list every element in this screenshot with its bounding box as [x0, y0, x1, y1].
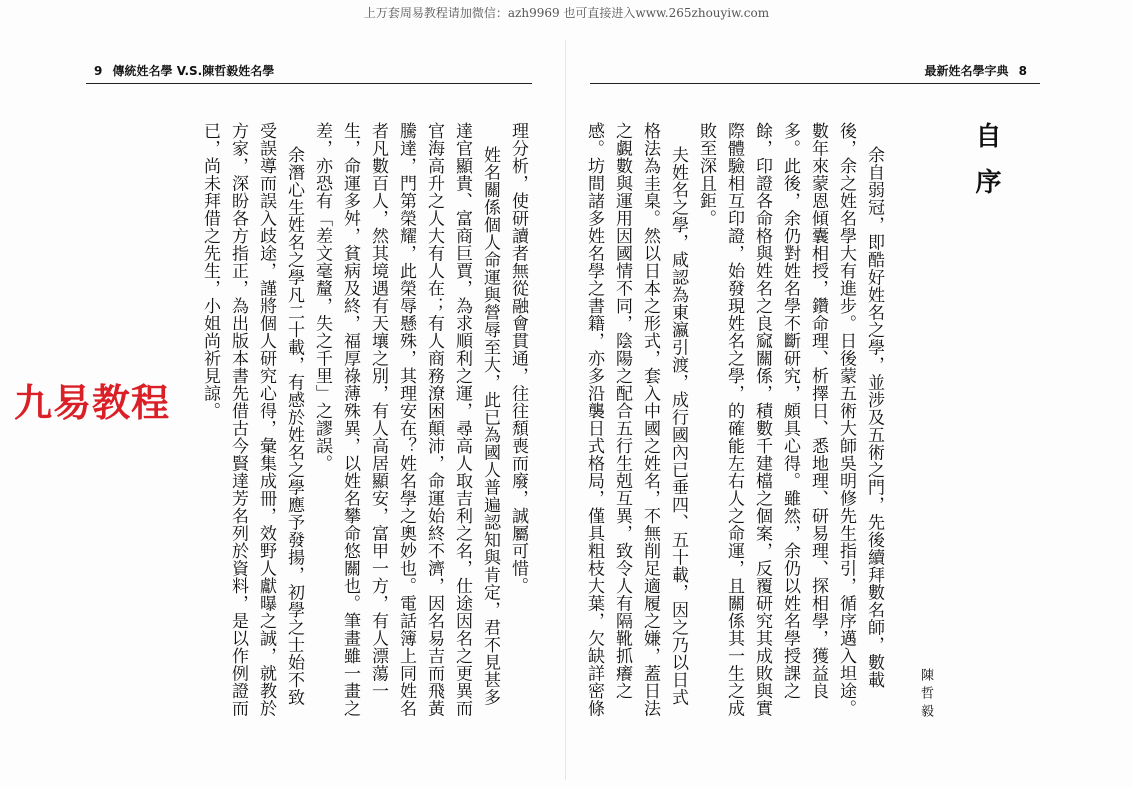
right-col-8: 夫姓名之學，咸認為東瀛引渡，成行國內已垂四、五十載，因之乃以日式 — [668, 146, 688, 706]
right-col-9: 格法為圭臬。然以日本之形式，套入中國之姓名，不無削足適履之嫌，蓋日法 — [640, 122, 660, 717]
left-col-7: 生，命運多舛，貧病及終，福厚祿薄殊異，以姓名攀命悠關也。筆畫雖一畫之 — [340, 122, 360, 717]
left-col-10: 受誤導而誤入歧途，謹將個人研究心得，彙集成冊，效野人獻曝之誠，就教於 — [256, 122, 276, 717]
right-col-10: 之覷數與運用因國情不同，陰陽之配合五行生剋互異，致令人有隔靴抓癢之 — [612, 122, 632, 700]
right-col-1: 余自弱冠，即酷好姓名之學，並涉及五術之門，先後續拜數名師，數載 — [864, 146, 884, 689]
left-col-12: 已，尚未拜借之先生，小姐尚祈見諒。 — [200, 122, 220, 420]
right-page-header-title: 最新姓名學字典 — [924, 64, 1009, 78]
left-col-2: 姓名關係個人命運與營辱至大，此已為國人普遍認知與肯定，君不見甚多 — [480, 146, 500, 706]
right-page-header — [924, 62, 1033, 79]
right-col-2: 後，余之姓名學大有進步。日後蒙五術大師吳明修先生指引，循序邁入坦途。 — [836, 122, 856, 717]
right-col-7: 敗至深且鉅。 — [696, 122, 716, 227]
left-col-11: 方家，深盼各方指正，為出版本書先借古今賢達芳名列於資料，是以作例證而 — [228, 122, 248, 717]
preface-title: 自序 — [971, 122, 1001, 214]
right-col-5: 餘，印證各命格與姓名之良窳關係，積數千建檔之個案，反覆研究其成敗與實 — [752, 122, 772, 717]
left-col-1: 理分析，使研讀者無從融會貫通，往往頹喪而廢，誠屬可惜。 — [508, 122, 528, 595]
right-header-rule — [590, 83, 1040, 84]
left-col-3: 達官顯貴、富商巨賈，為求順利之運，尋高人取吉利之名，仕途因名之更異而 — [452, 122, 472, 717]
left-page-number: 9 — [94, 64, 103, 78]
left-col-9: 余潛心生姓名之學凡二十載，有感於姓名之學應予發揚，初學之士始不致 — [284, 146, 304, 706]
right-page — [566, 0, 1133, 787]
top-banner-note: 上万套周易教程请加微信：azh9969 也可直接进入www.265zhouyiw.com — [363, 6, 770, 20]
left-col-5: 騰達，門第榮耀，此榮辱懸殊，其理安在？姓名學之奧妙也。電話簿上同姓名 — [396, 122, 416, 717]
left-col-4: 官海高升之人大有人在；有人商務潦困顛沛，命運始終不濟，因名易吉而飛黃 — [424, 122, 444, 717]
watermark-logo: 九易教程 — [14, 381, 171, 425]
preface-author: 陳哲毅 — [918, 668, 933, 722]
right-col-3: 數年來蒙恩傾囊相授，鑽命理、析擇日、悉地理、研易理、探相學，獲益良 — [808, 122, 828, 700]
right-col-6: 際體驗相互印證，始發現姓名之學，的確能左右人之命運，且關係其一生之成 — [724, 122, 744, 717]
right-col-4: 多。此後，余仍對姓名學不斷研究，頗具心得。雖然，余仍以姓名學授課之 — [780, 122, 800, 700]
right-col-11: 感。坊間諸多姓名學之書籍，亦多沿襲日式格局，僅具粗枝大葉，欠缺詳密條 — [584, 122, 604, 717]
left-col-6: 者凡數百人，然其境遇有天壤之別，有人高居顯安，富甲一方，有人漂蕩一 — [368, 122, 388, 700]
left-col-8: 差，亦恐有「差文毫釐，失之千里」之謬誤。 — [312, 122, 332, 472]
left-page-header — [94, 62, 280, 79]
right-page-number: 8 — [1018, 64, 1027, 78]
left-header-rule — [86, 83, 532, 84]
left-page-header-title: 傳統姓名學 V.S.陳哲毅姓名學 — [112, 64, 275, 78]
